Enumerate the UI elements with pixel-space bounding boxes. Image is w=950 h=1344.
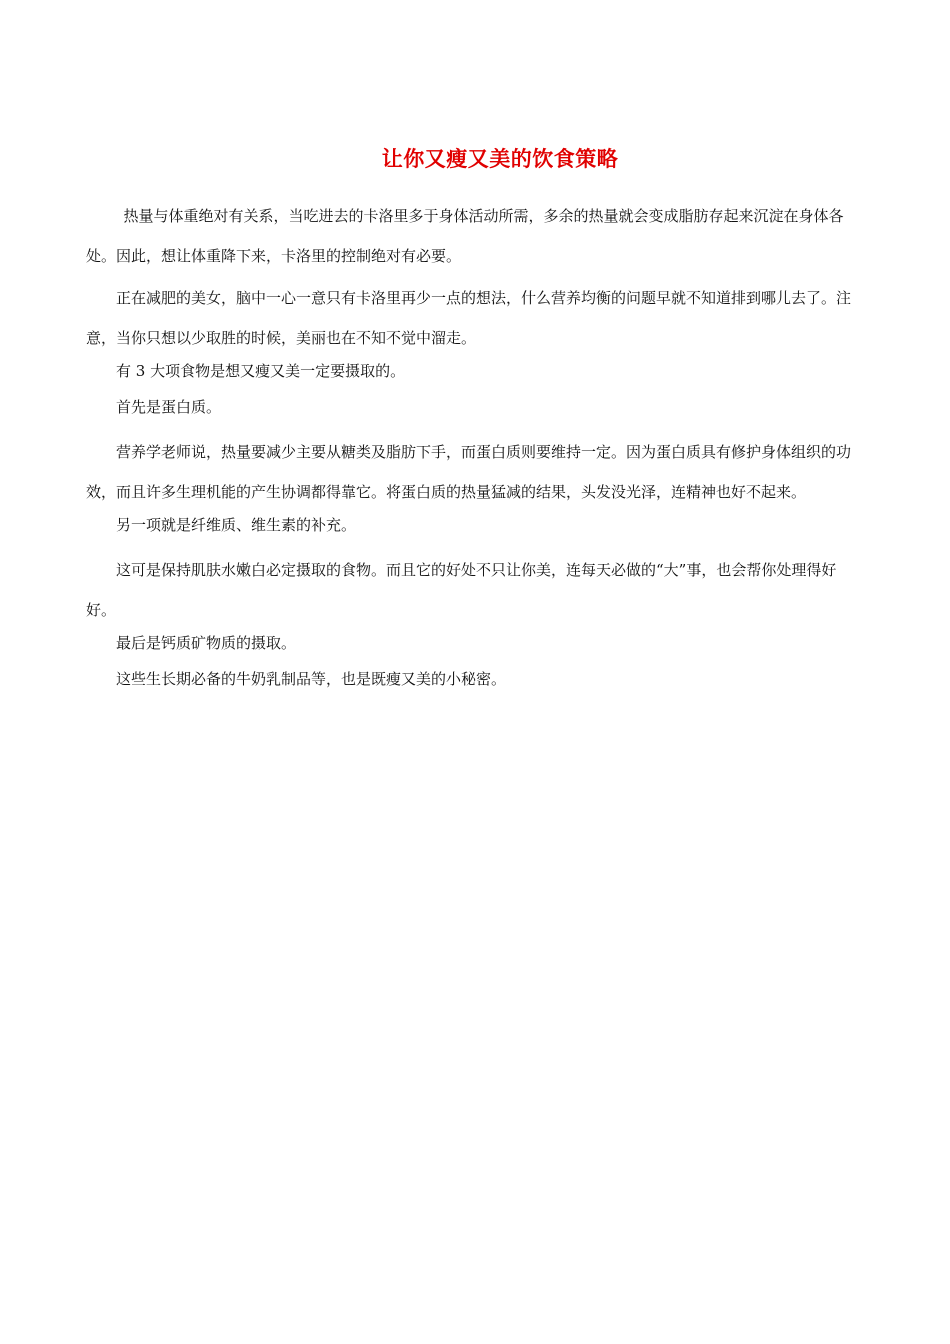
paragraph-protein: 营养学老师说，热量要减少主要从糖类及脂肪下手，而蛋白质则要维持一定。因为蛋白质具有修护身体组织的功效，而且许多生理机能的产生协调都得靠它。将蛋白质的热量猛减的结果，头发没光泽，连精神也好不起来。 [86, 443, 852, 501]
paragraph-three-foods: 有 3 大项食物是想又瘦又美一定要摄取的。 [116, 362, 406, 380]
paragraph-fiber: 这可是保持肌肤水嫩白必定摄取的食物。而且它的好处不只让你美，连每天必做的“大”事，也会帮你处理得好好。 [86, 561, 837, 619]
paragraph-calcium-heading: 最后是钙质矿物质的摄取。 [116, 634, 297, 652]
paragraph-calories: 热量与体重绝对有关系，当吃进去的卡洛里多于身体活动所需，多余的热量就会变成脂肪存起来沉淀在身体各处。因此，想让体重降下来，卡洛里的控制绝对有必要。 [86, 207, 844, 265]
paragraph-dieting: 正在减肥的美女，脑中一心一意只有卡洛里再少一点的想法，什么营养均衡的问题早就不知道排到哪儿去了。注意，当你只想以少取胜的时候，美丽也在不知不觉中溜走。 [86, 289, 852, 347]
paragraph-protein-heading: 首先是蛋白质。 [116, 398, 222, 416]
paragraph-calcium: 这些生长期必备的牛奶乳制品等，也是既瘦又美的小秘密。 [116, 670, 507, 688]
paragraph-fiber-heading: 另一项就是纤维质、维生素的补充。 [116, 516, 357, 534]
document-body [86, 196, 866, 690]
document-title: 让你又瘦又美的饮食策略 [381, 146, 619, 171]
